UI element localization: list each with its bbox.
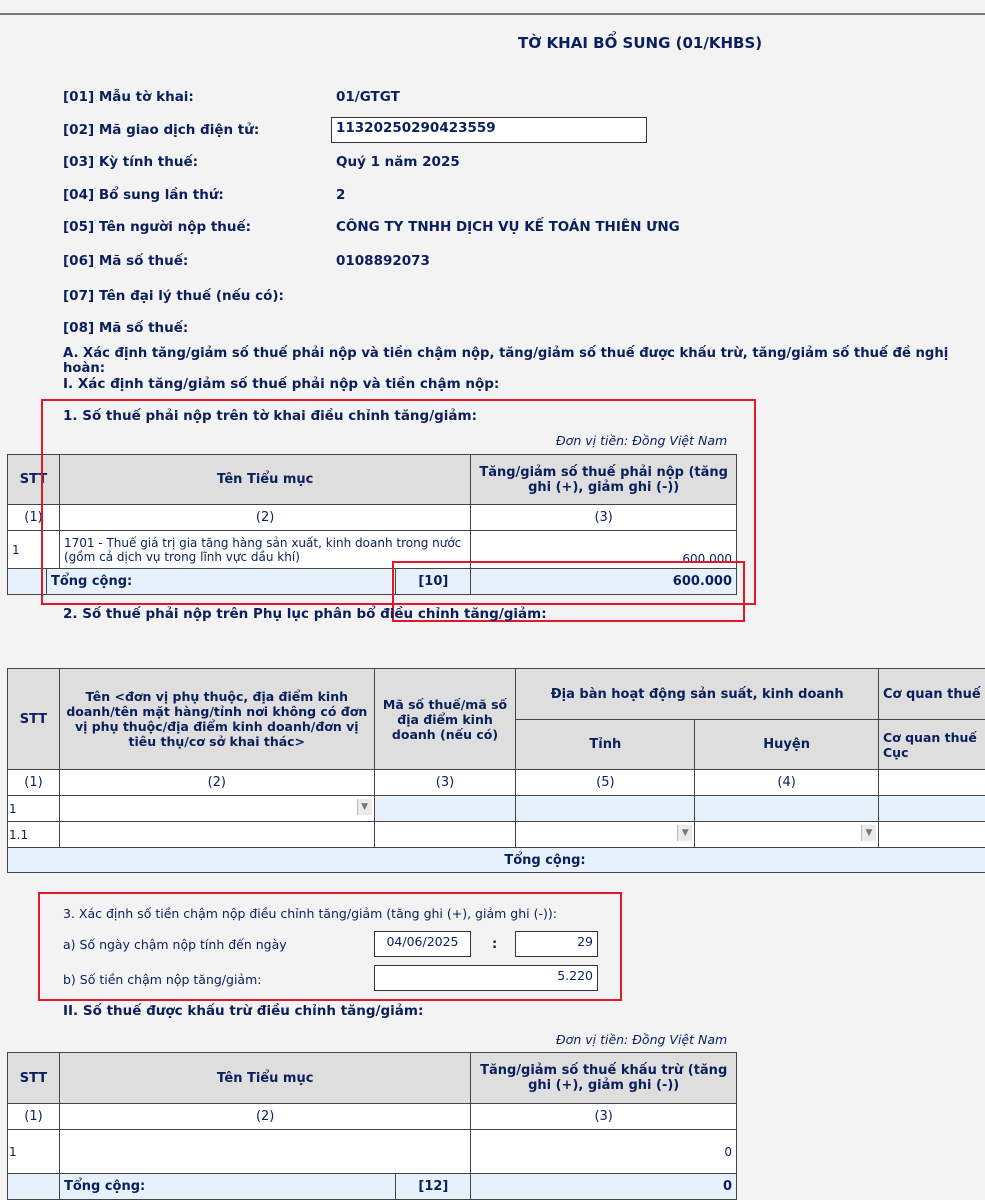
sub1-header-stt: STT xyxy=(8,455,60,505)
sub2-colnum-3: (3) xyxy=(374,770,516,796)
section-i-heading: I. Xác định tăng/giảm số thuế phải nộp và tiền chậm nộp: xyxy=(63,376,500,392)
field-label-02: [02] Mã giao dịch điện tử: xyxy=(63,122,260,138)
supplement-number-value: 2 xyxy=(336,187,346,203)
field-label-01: [01] Mẫu tờ khai: xyxy=(63,89,194,105)
section-ii-currency-unit: Đơn vị tiền: Đồng Việt Nam xyxy=(556,1032,728,1047)
sub3-heading: 3. Xác định số tiền chậm nộp điều chỉnh tăng/giảm (tăng ghi (+), giảm ghi (-)): xyxy=(63,906,557,921)
chevron-down-icon[interactable]: ▼ xyxy=(357,799,372,815)
ii-header-stt: STT xyxy=(8,1053,60,1104)
transaction-code-input[interactable]: 11320250290423559 xyxy=(331,117,647,143)
sub2-header-cqt-sub: Cơ quan thuế Cục xyxy=(879,720,985,770)
sub2-header-huyen: Huyện xyxy=(695,720,879,770)
chevron-down-icon[interactable]: ▼ xyxy=(861,825,876,841)
sub2-table xyxy=(7,668,985,873)
late-days-input[interactable]: 29 xyxy=(515,931,598,957)
sub1-header-amount: Tăng/giảm số thuế phải nộp (tăng ghi (+), giảm ghi (-)) xyxy=(471,455,737,505)
ii-colnum-3: (3) xyxy=(471,1104,737,1130)
top-divider xyxy=(0,13,985,15)
sub2-header-stt: STT xyxy=(8,669,60,770)
ii-header-name: Tên Tiểu mục xyxy=(59,1053,470,1104)
sub2-row-1-name-select[interactable] xyxy=(59,796,374,822)
sub2-row-1-mst[interactable] xyxy=(374,796,516,822)
sub2-colnum-2: (2) xyxy=(59,770,374,796)
sub2-header-tinh: Tỉnh xyxy=(516,720,695,770)
field-label-07: [07] Tên đại lý thuế (nếu có): xyxy=(63,288,284,304)
sub1-row-stt: 1 xyxy=(8,531,60,569)
sub1-total-label: Tổng cộng: xyxy=(46,569,395,595)
late-amount-input[interactable]: 5.220 xyxy=(374,965,598,991)
field-label-08: [08] Mã số thuế: xyxy=(63,320,189,336)
sub2-header-cqt: Cơ quan thuế xyxy=(879,669,985,720)
late-days-separator: : xyxy=(492,937,498,952)
sub1-heading: 1. Số thuế phải nộp trên tờ khai điều chỉnh tăng/giảm: xyxy=(63,408,477,424)
sub1-colnum-2: (2) xyxy=(59,505,470,531)
field-label-04: [04] Bổ sung lần thứ: xyxy=(63,187,224,203)
section-a-heading: A. Xác định tăng/giảm số thuế phải nộp và tiền chậm nộp, tăng/giảm số thuế được khấu trừ, tăng/giảm số thuế đề nghị hoàn: xyxy=(63,346,949,376)
sub2-header-name: Tên <đơn vị phụ thuộc, địa điểm kinh doanh/tên mặt hàng/tỉnh nơi không có đơn vị phụ thuộc/địa điểm kinh doanh/đơn vị tiêu thụ/cơ sở khai thác> xyxy=(59,669,374,770)
ii-total-value: 0 xyxy=(471,1174,737,1200)
field-label-03: [03] Kỳ tính thuế: xyxy=(63,154,199,170)
ii-colnum-2: (2) xyxy=(59,1104,470,1130)
sub2-row-1-huyen[interactable] xyxy=(695,796,879,822)
ii-row-stt: 1 xyxy=(8,1130,60,1174)
sub2-row-1-1-tinh-select[interactable] xyxy=(516,822,695,848)
ii-total-label: Tổng cộng: xyxy=(59,1174,395,1200)
sub1-header-name: Tên Tiểu mục xyxy=(59,455,470,505)
sub2-header-area: Địa bàn hoạt động sản suất, kinh doanh xyxy=(516,669,879,720)
sub1-total-code: [10] xyxy=(396,569,471,595)
ii-row-amount-input[interactable]: 0 xyxy=(471,1130,737,1174)
ii-colnum-1: (1) xyxy=(8,1104,60,1130)
page-title: TỜ KHAI BỔ SUNG (01/KHBS) xyxy=(518,34,763,52)
ii-total-code: [12] xyxy=(396,1174,471,1200)
taxpayer-name-value: CÔNG TY TNHH DỊCH VỤ KẾ TOÁN THIÊN ƯNG xyxy=(336,219,680,235)
sub1-total-value: 600.000 xyxy=(471,569,737,595)
sub2-row-1-1-stt: 1.1 xyxy=(8,822,60,848)
tax-code-value: 0108892073 xyxy=(336,253,430,269)
sub2-total-label: Tổng cộng: xyxy=(8,848,985,873)
sub2-row-1-1-cqt[interactable] xyxy=(879,822,985,848)
late-amount-label: b) Số tiền chậm nộp tăng/giảm: xyxy=(63,972,262,987)
sub1-row-name: 1701 - Thuế giá trị gia tăng hàng sản xuất, kinh doanh trong nước (gồm cả dịch vụ trong lĩnh vực dầu khí) xyxy=(59,531,470,569)
section-ii-table xyxy=(7,1052,737,1200)
chevron-down-icon[interactable]: ▼ xyxy=(677,825,692,841)
sub2-row-1-1-huyen-select[interactable] xyxy=(695,822,879,848)
sub2-heading: 2. Số thuế phải nộp trên Phụ lục phân bổ điều chỉnh tăng/giảm: xyxy=(63,606,547,622)
ii-total-spacer xyxy=(8,1174,60,1200)
sub2-row-1-tinh[interactable] xyxy=(516,796,695,822)
late-days-label: a) Số ngày chậm nộp tính đến ngày xyxy=(63,937,287,952)
section-ii-heading: II. Số thuế được khấu trừ điều chỉnh tăng/giảm: xyxy=(63,1003,424,1019)
sub2-header-mst: Mã số thuế/mã số địa điểm kinh doanh (nếu có) xyxy=(374,669,516,770)
sub2-row-1-1-mst[interactable] xyxy=(374,822,516,848)
sub2-colnum-1: (1) xyxy=(8,770,60,796)
sub2-row-1-cqt[interactable] xyxy=(879,796,985,822)
sub2-row-1-stt: 1 xyxy=(8,796,60,822)
field-label-06: [06] Mã số thuế: xyxy=(63,253,189,269)
sub1-row-amount-input[interactable]: 600.000 xyxy=(471,531,737,569)
sub1-currency-unit: Đơn vị tiền: Đồng Việt Nam xyxy=(556,433,728,448)
sub2-colnum-empty xyxy=(879,770,985,796)
ii-header-amount: Tăng/giảm số thuế khấu trừ (tăng ghi (+), giảm ghi (-)) xyxy=(471,1053,737,1104)
field-label-05: [05] Tên người nộp thuế: xyxy=(63,219,252,235)
sub2-colnum-5: (5) xyxy=(516,770,695,796)
tax-period-value: Quý 1 năm 2025 xyxy=(336,154,460,170)
form-template-value: 01/GTGT xyxy=(336,89,400,105)
sub2-colnum-4: (4) xyxy=(695,770,879,796)
sub1-colnum-1: (1) xyxy=(8,505,60,531)
ii-row-name[interactable] xyxy=(59,1130,470,1174)
sub1-colnum-3: (3) xyxy=(471,505,737,531)
late-date-input[interactable]: 04/06/2025 xyxy=(374,931,471,957)
sub2-row-1-1-name[interactable] xyxy=(59,822,374,848)
